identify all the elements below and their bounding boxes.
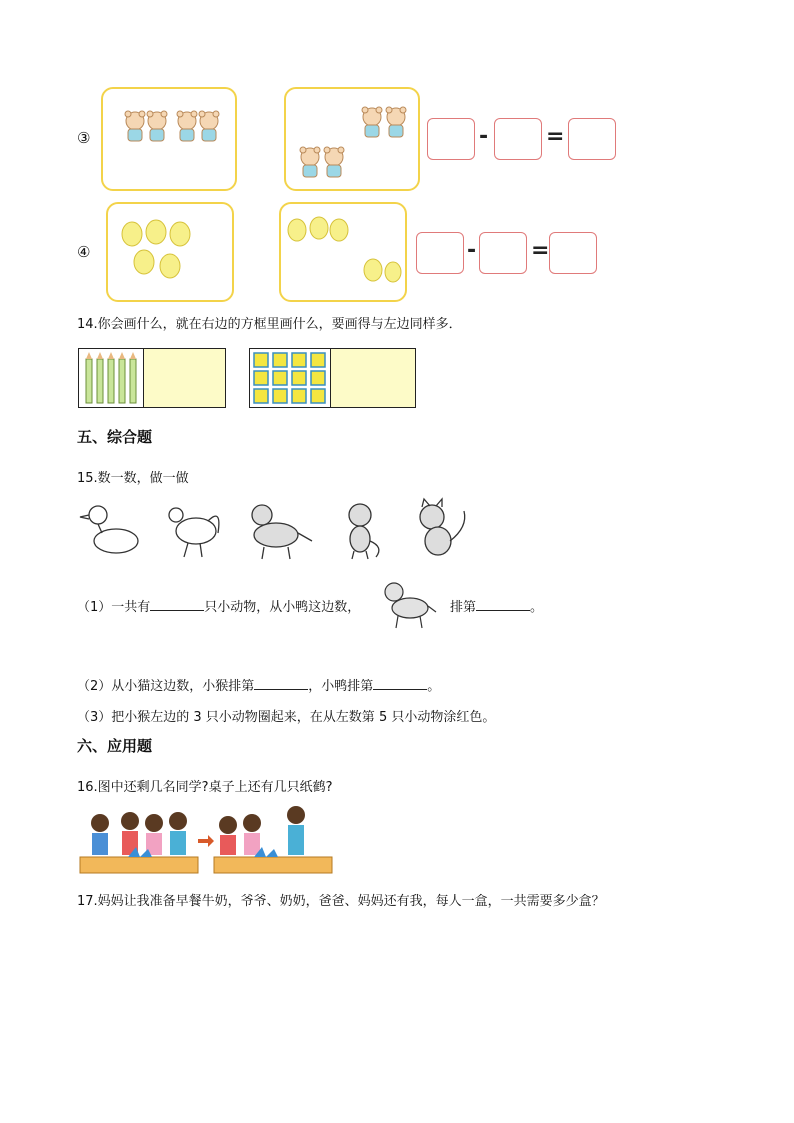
row4-minus: - xyxy=(467,238,477,263)
row4-label: ④ xyxy=(77,243,91,261)
bear-icon xyxy=(286,89,418,189)
q14-prompt: 14.你会画什么，就在右边的方框里画什么，要画得与左边同样多． xyxy=(77,317,462,332)
q15-part2-text-a: （2）从小猫这边数，小猴排第 xyxy=(77,679,255,694)
row3-minus: - xyxy=(479,124,489,149)
row3-answer-box-1[interactable] xyxy=(427,118,475,160)
section5-title: 五、综合题 xyxy=(77,428,153,446)
classroom-illustration xyxy=(78,805,334,875)
q15-prompt: 15.数一数，做一做 xyxy=(77,471,189,486)
q15-part2-text-b: ，小鸭排第 xyxy=(308,679,374,694)
bears-group-right xyxy=(284,87,420,191)
q15-part1-text-b: 只小动物，从小鸭这边数， xyxy=(204,600,361,615)
q17-prompt: 17.妈妈让我准备早餐牛奶，爷爷、奶奶，爸爸、妈妈还有我，每人一盒，一共需要多少盒？ xyxy=(77,894,605,909)
bears-group-left xyxy=(101,87,237,191)
cards-panel xyxy=(249,348,416,408)
row3-equals: = xyxy=(546,124,565,149)
animals-row xyxy=(76,497,476,561)
row4-answer-box-2[interactable] xyxy=(479,232,527,274)
chick-icon xyxy=(108,204,232,300)
q15-blank-total[interactable] xyxy=(150,610,204,611)
dog-icon xyxy=(252,505,312,559)
q15-part3: （3）把小猴左边的 3 只小动物圈起来，在从左数第 5 只小动物涂红色。 xyxy=(77,710,496,725)
q16-prompt: 16.图中还剩几名同学?桌子上还有几只纸鹤? xyxy=(77,780,333,795)
row3-label: ③ xyxy=(77,129,91,147)
cards-icon xyxy=(250,349,331,407)
row3-answer-box-3[interactable] xyxy=(568,118,616,160)
monkey-icon xyxy=(349,504,379,559)
q15-part1-end xyxy=(450,596,543,615)
section6-title: 六、应用题 xyxy=(77,737,153,755)
chicks-group-left xyxy=(106,202,234,302)
rooster-icon xyxy=(169,508,219,557)
row3-answer-box-2[interactable] xyxy=(494,118,542,160)
duck-icon xyxy=(80,506,138,553)
q15-part1-text-a: （1）一共有 xyxy=(77,600,151,615)
q15-blank-monkey[interactable] xyxy=(254,689,308,690)
q15-blank-duck[interactable] xyxy=(373,689,427,690)
q15-part2-text-c: 。 xyxy=(427,679,441,694)
arrow-right-icon xyxy=(198,835,214,847)
row4-answer-box-3[interactable] xyxy=(549,232,597,274)
chicks-group-right xyxy=(279,202,407,302)
q15-part1 xyxy=(77,596,360,615)
cards-draw-area[interactable] xyxy=(331,349,415,407)
pencils-draw-area[interactable] xyxy=(144,349,225,407)
pencils-panel xyxy=(78,348,226,408)
q15-part1-text-d: 。 xyxy=(530,600,544,615)
cat-icon xyxy=(420,499,465,555)
chick-icon xyxy=(281,204,405,300)
bear-icon xyxy=(103,89,235,189)
pencils-icon xyxy=(79,349,144,407)
student-icon xyxy=(91,806,305,855)
q15-part1-text-c: 排第 xyxy=(450,600,477,615)
q15-blank-dog[interactable] xyxy=(476,610,530,611)
row4-equals: = xyxy=(531,238,550,263)
q15-part2 xyxy=(77,675,440,694)
row4-answer-box-1[interactable] xyxy=(416,232,464,274)
dog-small-icon xyxy=(380,578,438,630)
